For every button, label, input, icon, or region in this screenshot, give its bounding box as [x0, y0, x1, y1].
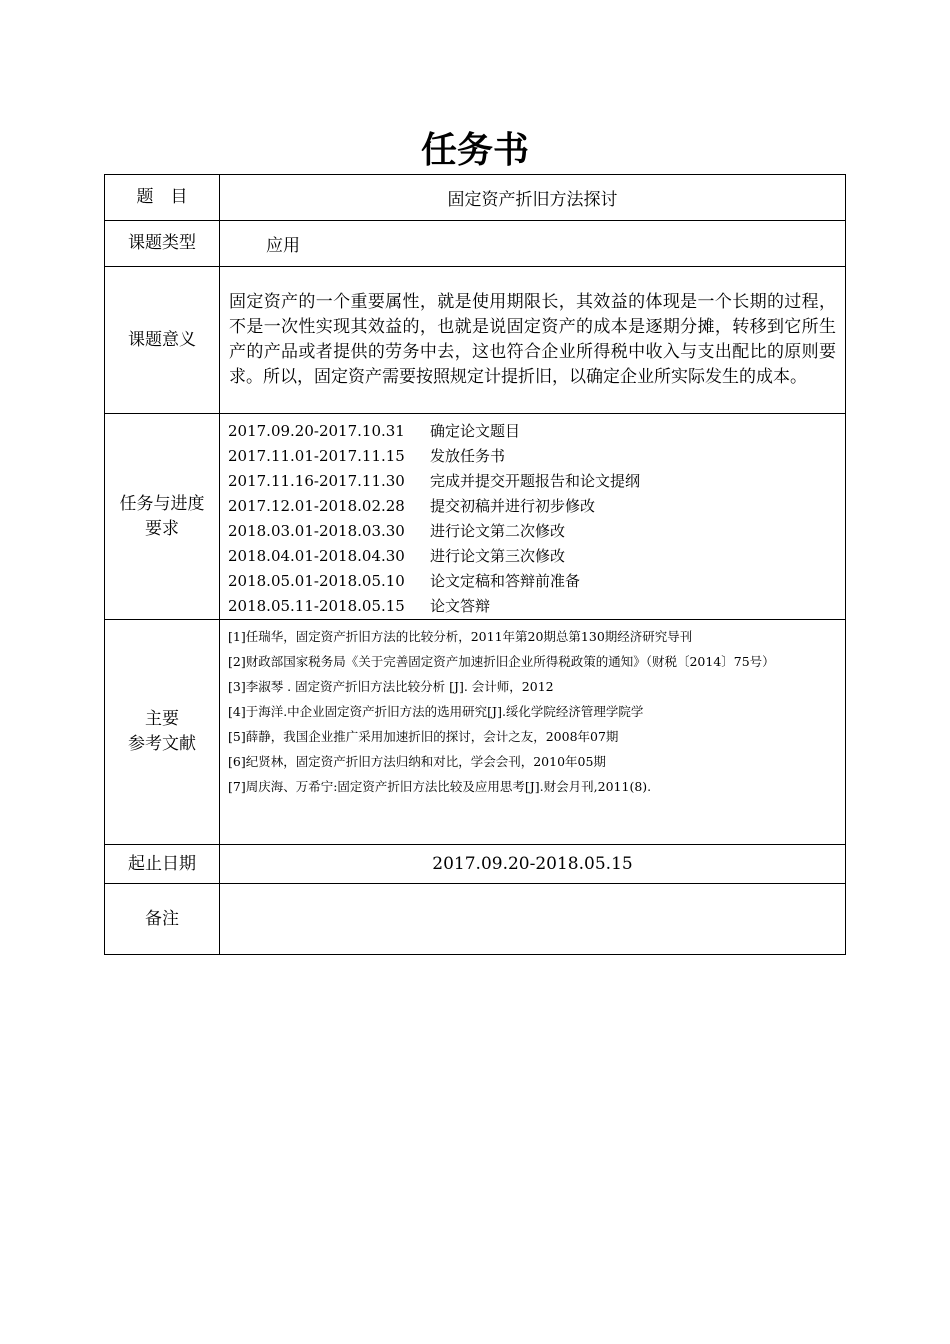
references-label	[105, 620, 220, 845]
dates-label: 起止日期	[105, 845, 220, 884]
schedule-dates: 2018.03.01-2018.03.30	[228, 521, 405, 540]
reference-item: [2]财政部国家税务局《关于完善固定资产加速折旧企业所得税政策的通知》（财税〔2014〕75号）	[228, 654, 775, 669]
schedule-item	[228, 519, 845, 544]
topic-label: 题 目	[105, 175, 220, 221]
references-label-line2: 参考文献	[128, 734, 196, 754]
schedule-task: 确定论文题目	[430, 421, 521, 440]
schedule-item	[228, 419, 845, 444]
meaning-row	[105, 267, 846, 414]
schedule-task: 进行论文第二次修改	[430, 521, 566, 540]
reference-item: [1]任瑞华，固定资产折旧方法的比较分析，2011年第20期总第130期经济研究导刊	[228, 629, 693, 644]
schedule-item	[228, 569, 845, 594]
schedule-task: 完成并提交开题报告和论文提纲	[430, 471, 641, 490]
schedule-label-line2: 要求	[145, 518, 179, 539]
schedule-dates: 2017.11.01-2017.11.15	[228, 446, 405, 465]
references-list	[220, 620, 845, 799]
references-label-line1: 主要	[145, 709, 179, 729]
dates-value: 2017.09.20-2018.05.15	[220, 845, 846, 884]
topic-row	[105, 175, 846, 221]
type-label: 课题类型	[105, 221, 220, 267]
references-cell	[220, 620, 846, 845]
schedule-item	[228, 594, 845, 619]
references-row	[105, 620, 846, 845]
notes-label: 备注	[105, 884, 220, 955]
task-form-table	[104, 174, 846, 955]
schedule-task: 发放任务书	[430, 446, 506, 465]
dates-row	[105, 845, 846, 884]
schedule-label-line1: 任务与进度	[119, 493, 205, 514]
reference-item: [4]于海洋.中企业固定资产折旧方法的选用研究[J].绥化学院经济管理学院学	[228, 704, 644, 719]
reference-item: [5]薛静，我国企业推广采用加速折旧的探讨，会计之友，2008年07期	[228, 729, 619, 744]
reference-item: [3]李淑琴 . 固定资产折旧方法比较分析 [J]. 会计师，2012	[228, 679, 554, 694]
schedule-dates: 2018.05.11-2018.05.15	[228, 596, 405, 615]
type-row	[105, 221, 846, 267]
reference-item: [6]纪贤林，固定资产折旧方法归纳和对比，学会会刊，2010年05期	[228, 754, 606, 769]
schedule-task: 论文答辩	[430, 596, 491, 615]
schedule-task: 进行论文第三次修改	[430, 546, 566, 565]
page-title: 任务书	[420, 130, 529, 171]
notes-value	[220, 884, 846, 955]
meaning-cell	[220, 267, 846, 414]
topic-value: 固定资产折旧方法探讨	[220, 175, 846, 221]
schedule-dates: 2018.04.01-2018.04.30	[228, 546, 405, 565]
schedule-dates: 2017.09.20-2017.10.31	[228, 421, 405, 440]
schedule-list	[220, 415, 845, 619]
schedule-label	[105, 414, 220, 620]
schedule-dates: 2018.05.01-2018.05.10	[228, 571, 405, 590]
schedule-item	[228, 544, 845, 569]
schedule-item	[228, 494, 845, 519]
schedule-task: 论文定稿和答辩前准备	[430, 571, 581, 590]
schedule-dates: 2017.11.16-2017.11.30	[228, 471, 405, 490]
schedule-item	[228, 469, 845, 494]
schedule-item	[228, 444, 845, 469]
type-value: 应用	[220, 221, 846, 267]
reference-item: [7]周庆海、万希宁:固定资产折旧方法比较及应用思考[J].财会月刊,2011(8).	[228, 779, 652, 794]
notes-row	[105, 884, 846, 955]
schedule-cell	[220, 414, 846, 620]
schedule-dates: 2017.12.01-2018.02.28	[228, 496, 405, 515]
schedule-task: 提交初稿并进行初步修改	[430, 496, 596, 515]
meaning-text: 固定资产的一个重要属性，就是使用期限长，其效益的体现是一个长期的过程，不是一次性实现其效益的，也就是说固定资产的成本是逐期分摊，转移到它所生产的产品或者提供的劳务中去，这也符合企业所得税中收入与支出配比的原则要求。所以，固定资产需要按照规定计提折旧，以确定企业所实际发生的成本。	[229, 292, 836, 387]
schedule-row	[105, 414, 846, 620]
meaning-label: 课题意义	[105, 267, 220, 414]
